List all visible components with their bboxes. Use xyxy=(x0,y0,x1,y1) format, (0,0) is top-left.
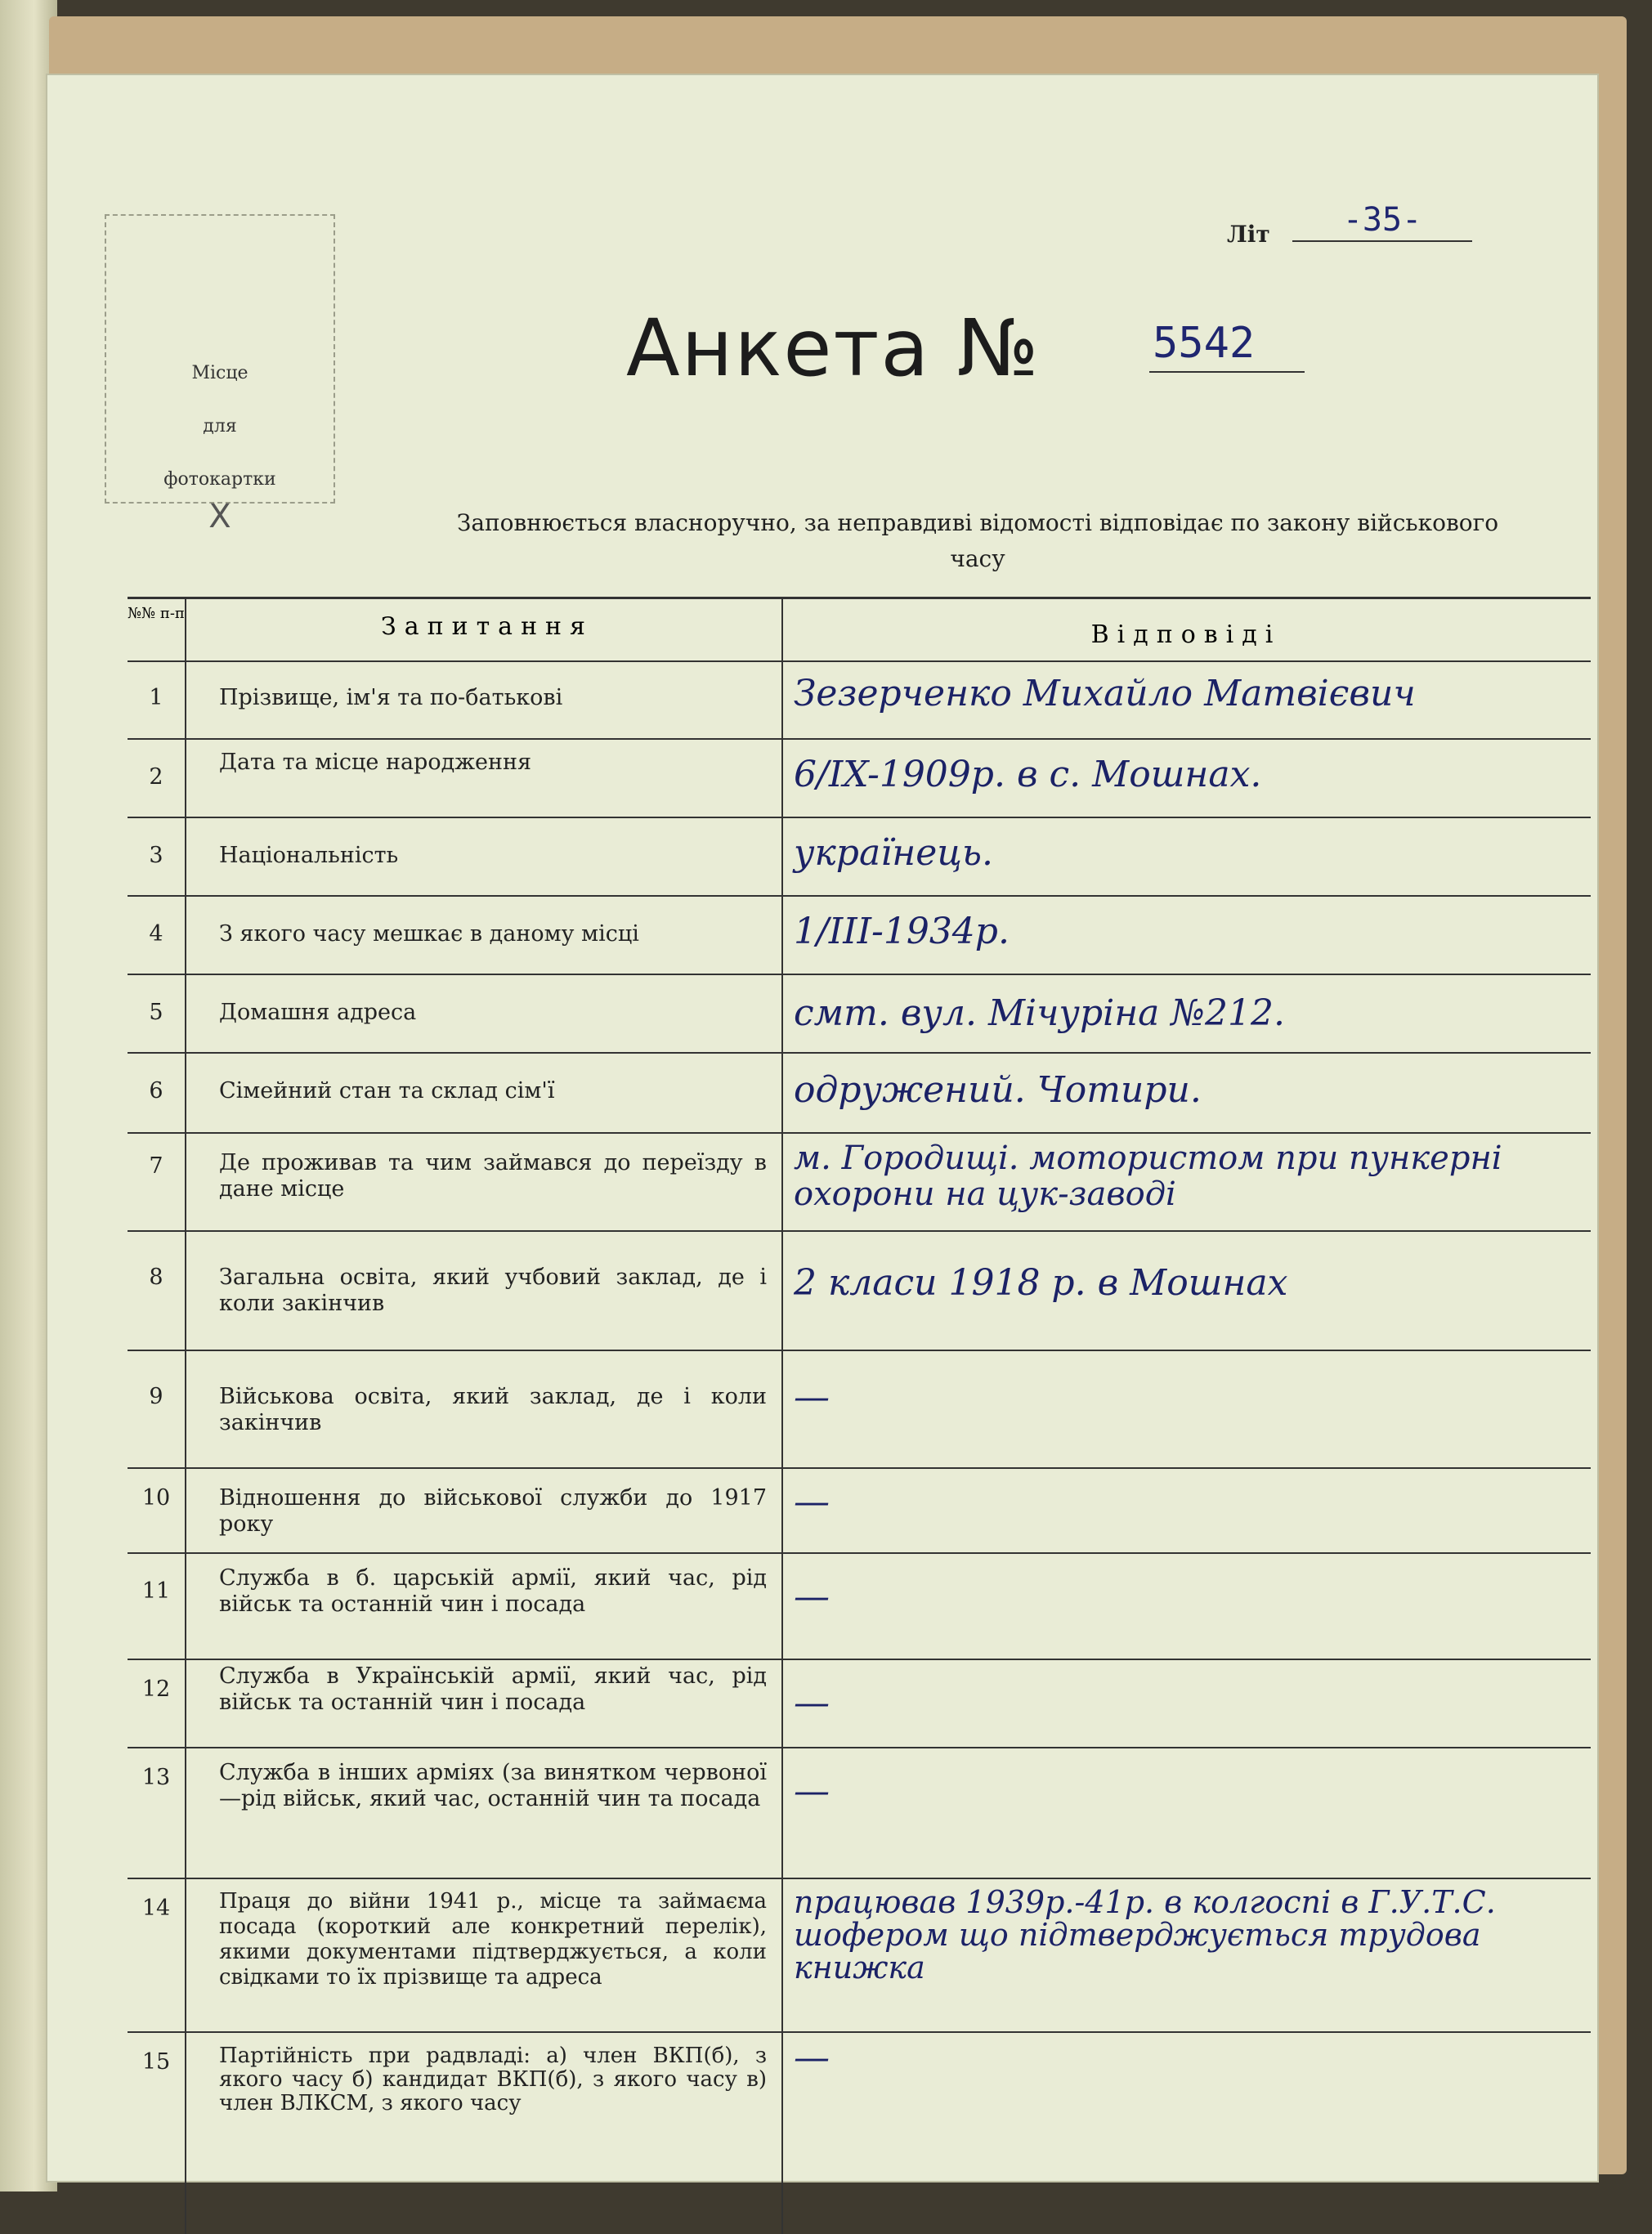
row-number: 3 xyxy=(149,843,163,868)
row-answer: працював 1939р.-41р. в колгоспі в Г.У.Т.С. шофером що підтверджується трудова книжка xyxy=(794,1884,1496,1986)
row-number: 4 xyxy=(149,921,163,947)
number-underline xyxy=(1149,371,1305,373)
header-question: Запитання xyxy=(381,612,593,641)
row-question: Служба в Українській армії, який час, рід військ та останній чин і посада xyxy=(219,1663,767,1715)
row-answer: смт. вул. Мічуріна №212. xyxy=(794,992,1286,1034)
table-row xyxy=(128,1134,1591,1232)
row-number: 11 xyxy=(141,1578,171,1604)
row-answer: — xyxy=(794,2037,830,2079)
row-answer: 1/III-1934р. xyxy=(794,911,1010,952)
row-answer: 2 класи 1918 р. в Мошнах xyxy=(794,1262,1288,1304)
row-number: 2 xyxy=(149,764,163,790)
row-number: 13 xyxy=(141,1765,171,1790)
table-row xyxy=(128,1351,1591,1469)
row-question: Військова освіта, який заклад, де і коли закінчив xyxy=(219,1384,767,1435)
row-answer: одружений. Чотири. xyxy=(794,1069,1202,1111)
row-number: 15 xyxy=(141,2049,171,2075)
table-row xyxy=(128,1879,1591,2033)
table-header xyxy=(128,599,1591,662)
row-number: 5 xyxy=(149,1000,163,1025)
table-row xyxy=(128,1554,1591,1660)
photo-label-line2: для xyxy=(203,416,237,437)
lit-value: -35- xyxy=(1292,201,1472,242)
row-answer: українець. xyxy=(794,832,993,874)
table-row xyxy=(128,975,1591,1054)
row-answer: — xyxy=(794,1682,830,1724)
row-answer: — xyxy=(794,1576,830,1618)
table-row xyxy=(128,1660,1591,1748)
row-answer: — xyxy=(794,1377,830,1418)
page-subtitle: Заповнюється власноручно, за неправдиві відомості відповідає по закону військового часу xyxy=(456,509,1499,572)
row-answer: м. Городищі. мотористом при пункерні охорони на цук-заводі xyxy=(794,1139,1502,1213)
table-row xyxy=(128,1748,1591,1879)
table-row xyxy=(128,897,1591,975)
row-answer: — xyxy=(794,1481,830,1523)
row-question: Де проживав та чим займався до переїзду в дане місце xyxy=(219,1150,767,1202)
row-question: Служба в інших арміях (за винятком червоної—рід військ, який час, останній чин та посада xyxy=(219,1760,767,1811)
row-question: Партійність при радвладі: а) член ВКП(б), з якого часу б) кандидат ВКП(б), з якого часу в) член ВЛКСМ, з якого часу xyxy=(219,2044,767,2115)
row-number: 10 xyxy=(141,1485,171,1511)
photo-label-line3: фотокартки xyxy=(163,469,276,490)
table-row xyxy=(128,818,1591,897)
table-row xyxy=(128,2033,1591,2169)
row-answer: — xyxy=(794,1771,830,1812)
photo-placeholder xyxy=(105,214,335,535)
row-question: Відношення до військової служби до 1917 року xyxy=(219,1485,767,1537)
photo-x-mark: X xyxy=(208,498,231,535)
row-question: Сімейний стан та склад сім'ї xyxy=(219,1078,555,1104)
photo-label-line1: Місце xyxy=(191,363,248,383)
questionnaire-table xyxy=(128,597,1591,2234)
row-answer: Зезерченко Михайло Матвієвич xyxy=(794,673,1416,714)
table-row xyxy=(128,660,1591,740)
row-number: 14 xyxy=(141,1896,171,1921)
row-answer: 6/IX-1909р. в с. Мошнах. xyxy=(794,754,1262,795)
row-question: Служба в б. царській армії, який час, рід військ та останній чин і посада xyxy=(219,1565,767,1617)
row-number: 8 xyxy=(149,1265,163,1290)
row-number: 7 xyxy=(149,1153,163,1179)
row-number: 12 xyxy=(141,1677,171,1702)
row-question: Праця до війни 1941 р., місце та займаєма посада (короткий але конкретний перелік), якими документами підтверджується, а коли свідками то їх прізвище та адреса xyxy=(219,1889,767,1990)
table-row xyxy=(128,1054,1591,1134)
header-number: №№ п-п xyxy=(128,605,185,622)
row-number: 9 xyxy=(149,1384,163,1409)
questionnaire-page xyxy=(46,74,1599,2183)
row-question: Національність xyxy=(219,843,399,868)
row-number: 1 xyxy=(149,685,163,710)
row-question: Дата та місце народження xyxy=(219,750,532,775)
page-title: Анкета № xyxy=(626,302,1041,394)
table-row xyxy=(128,740,1591,818)
row-question: Прізвище, ім'я та по-батькові xyxy=(219,685,563,710)
row-question: Загальна освіта, який учбовий заклад, де і коли закінчив xyxy=(219,1265,767,1316)
row-number: 6 xyxy=(149,1078,163,1104)
lit-label: Літ xyxy=(1227,221,1270,248)
header-answer: Відповіді xyxy=(1090,620,1282,649)
table-row xyxy=(128,1469,1591,1554)
questionnaire-number: 5542 xyxy=(1153,319,1256,368)
row-question: Домашня адреса xyxy=(219,1000,417,1025)
row-question: З якого часу мешкає в даному місці xyxy=(219,921,639,947)
table-row xyxy=(128,1232,1591,1351)
